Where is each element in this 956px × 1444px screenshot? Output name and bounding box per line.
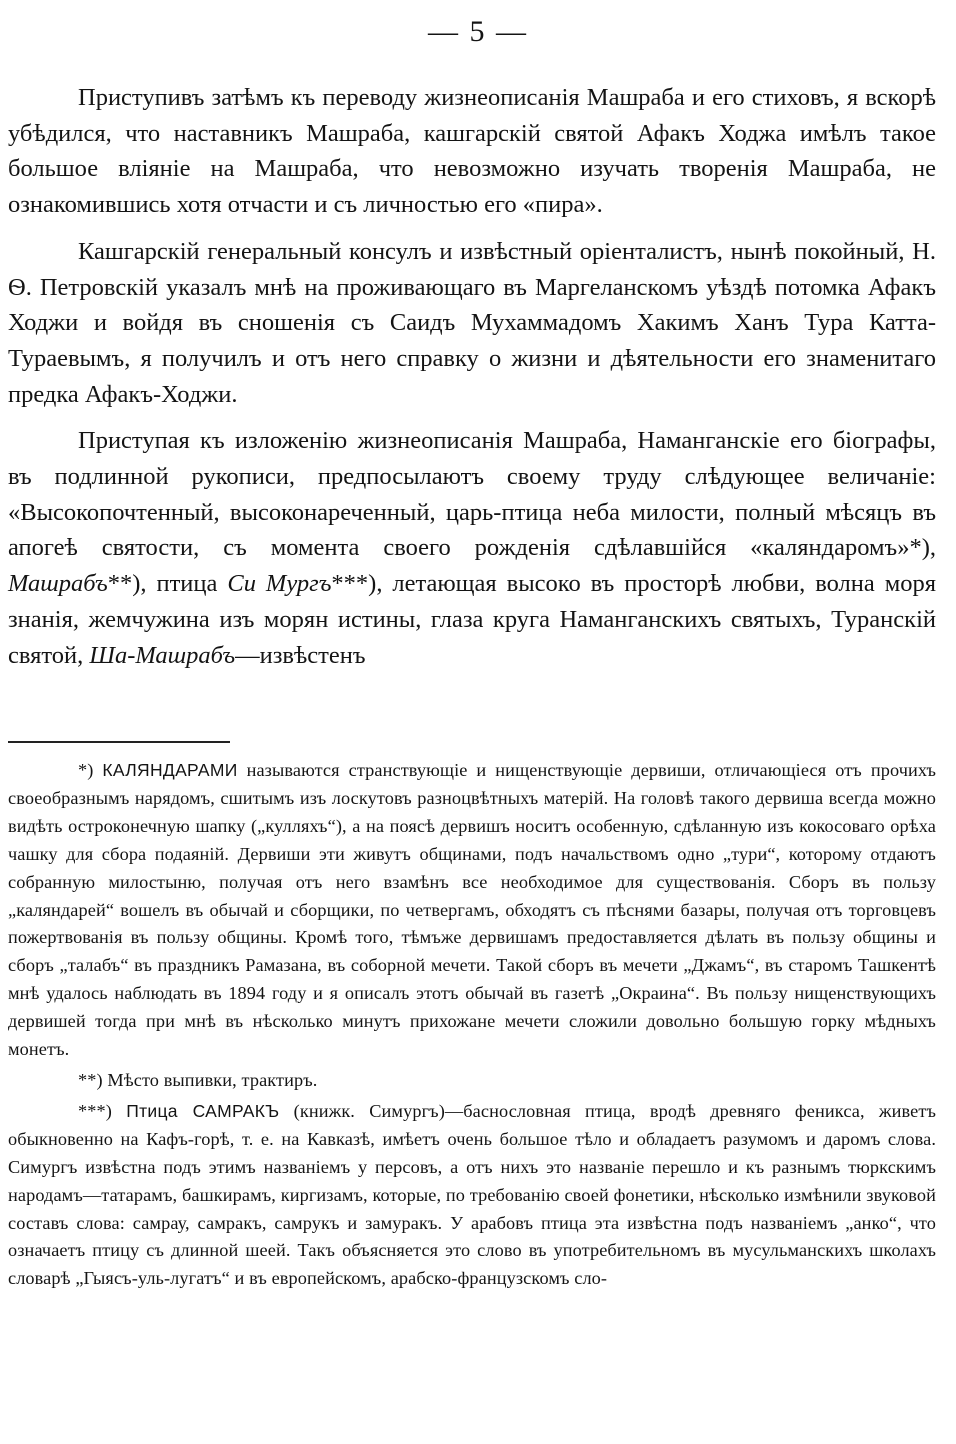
footnotes bbox=[8, 757, 936, 1296]
footnote-3-term: Птица САМРАКЪ bbox=[126, 1100, 280, 1121]
footnote-separator bbox=[8, 741, 230, 743]
paragraph-2: Кашгарскій генеральный консулъ и извѣстный оріенталистъ, нынѣ покойный, Н. Ѳ. Петровскій указалъ мнѣ на проживающаго въ Маргеланскомъ уѣздѣ потомка Афакъ Ходжи и войдя въ сношенія съ Саидъ Мухаммадомъ Хакимъ Ханъ Тура Катта-Тураевымъ, я получилъ и отъ него справку о жизни и дѣятельности его знаменитаго предка Афакъ-Ходжи. bbox=[8, 237, 936, 408]
footnote-1 bbox=[8, 757, 936, 1064]
footnote-3 bbox=[8, 1098, 936, 1293]
paragraph-3-part-1: Приступая къ изложенію жизнеописанія Машраба, Наманганскіе его біографы, въ подлинной рукописи, предпосылаютъ своему труду слѣдующее величаніе: «Высокопочтенный, высоконареченный, царь-птица неба милости, полный мѣсяцъ въ апогеѣ святости, съ момента своего рожденія сдѣлавшійся «каляндаромъ»*), bbox=[8, 427, 936, 562]
footnote-1-term: КАЛЯНДАРАМИ bbox=[102, 760, 238, 780]
footnote-2-marker: **) bbox=[78, 1069, 103, 1090]
footnote-3-marker: ***) bbox=[78, 1100, 112, 1121]
paragraph-1: Приступивъ затѣмъ къ переводу жизнеописанія Машраба и его стиховъ, я вскорѣ убѣдился, что наставникъ Машраба, кашгарскій святой Афакъ Ходжа имѣлъ такое большое вліяніе на Машраба, что невозможно изучать творенія Машраба, не ознакомившись хотя отчасти и съ личностью его «пира». bbox=[8, 84, 936, 219]
paragraph-3-part-2: **), птица bbox=[107, 570, 218, 598]
footnote-1-text: называются странствующіе и нищенствующіе дервиши, отличающіеся отъ прочихъ своеобразнымъ нарядомъ, сшитымъ изъ лоскутовъ разноцвѣтныхъ матерій. На головѣ такого дервиша всегда можно видѣть остроконечную шапку („кулляхъ“), а на поясѣ дервишъ носитъ особенную, сдѣланную изъ кокосоваго орѣха чашку для сбора подаяній. Дервиши эти живутъ общинами, подъ начальствомъ одно „тури“, которому отдаютъ собранную милостыню, получая отъ него взамѣнъ все необходимое для существованія. Сборъ въ пользу „каляндарей“ вошелъ въ обычай и сборщики, по четвергамъ, обходятъ съ пѣснями базары, получая отъ торговцевъ пожертвованія въ пользу общины. Кромѣ того, тѣмъже дервишамъ предоставляется дѣлать въ пользу общины и сборъ „талабъ“ въ праздникъ Рамазана, въ соборной мечети. Такой сборъ въ мечети „Джамъ“, въ старомъ Ташкентѣ мнѣ удалось наблюдать въ 1894 году и я описалъ этотъ обычай въ газетѣ „Окраина“. Въ пользу нищенствующихъ дервишей тогда при мнѣ въ нѣсколько минутъ прихожане мечети сложили довольно большую горку мѣдныхъ монетъ. bbox=[8, 760, 936, 1060]
footnote-2-text: Мѣсто выпивки, трактиръ. bbox=[107, 1069, 318, 1090]
name-sha-mashrab: Ша-Машрабъ bbox=[89, 641, 236, 669]
paragraph-3-part-4: —извѣстенъ bbox=[235, 641, 366, 669]
page-number: — 5 — bbox=[428, 15, 528, 48]
footnote-1-marker: *) bbox=[78, 760, 94, 780]
footnote-3-text: (книжк. Симургъ)—баснословная птица, вродѣ древняго феникса, живетъ обыкновенно на Кафъ-горѣ, т. е. на Кавказѣ, имѣетъ очень большое тѣло и обладаетъ разумомъ и даромъ слова. Симургъ извѣстна подъ этимъ названіемъ у персовъ, а отъ нихъ это названіе перешло и къ разнымъ тюркскимъ народамъ—татарамъ, башкирамъ, киргизамъ, которые, по требованію своей фонетики, нѣсколько измѣнили звуковой составъ слова: самрау, самракъ, самрукъ и замуракъ. У арабовъ птица эта извѣстна подъ названіемъ „анко“, что означаетъ птицу съ длинной шеей. Такъ объясняется это слово въ употребительномъ въ мусульманскихъ школахъ словарѣ „Гыясъ-уль-лугатъ“ и въ европейскомъ, арабско-французскомъ сло- bbox=[8, 1100, 936, 1289]
footnote-2 bbox=[8, 1067, 936, 1095]
paragraph-3-part-3: ***), летающая высоко въ просторѣ любви, волна моря знанія, жемчужина изъ морян истины, глаза круга Наманганскихъ святыхъ, Туранскій святой, bbox=[8, 570, 936, 669]
paragraph-3 bbox=[8, 423, 936, 673]
name-mashrab: Машрабъ bbox=[8, 570, 108, 598]
main-text bbox=[8, 80, 936, 684]
name-si-murg: Си Мургъ bbox=[227, 570, 332, 598]
